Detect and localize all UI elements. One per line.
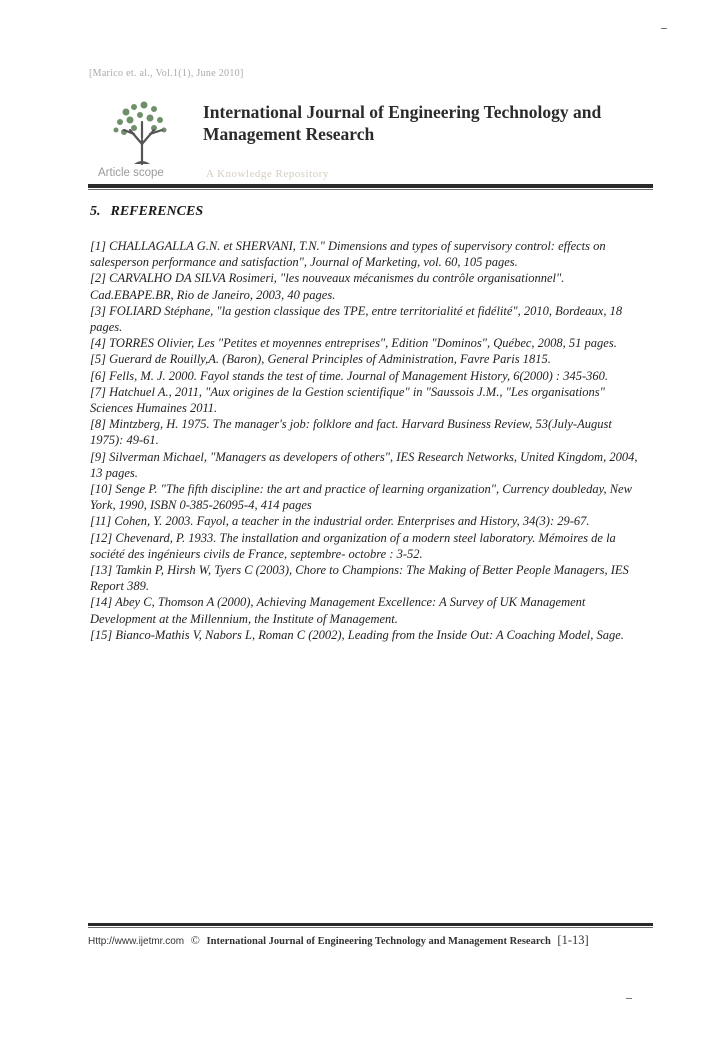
- footer-rule-thin: [88, 927, 653, 928]
- article-scope-label: Article scope: [98, 167, 164, 179]
- section-heading: [90, 204, 203, 220]
- page-footer: [88, 933, 653, 948]
- reference-item: [3] FOLIARD Stéphane, "la gestion classique des TPE, entre territorialité et fidélité", 2010, Bordeaux, 18 pages.: [90, 303, 623, 335]
- reference-item: [8] Mintzberg, H. 1975. The manager's job: folklore and fact. Harvard Business Review, 53(July-August 1975): 49-61.: [90, 417, 612, 448]
- footer-page-range: [1-13]: [557, 933, 589, 947]
- reference-item: [12] Chevenard, P. 1933. The installation and organization of a modern steel laboratory. Mémoires de la société des ingénieurs civils de France, septembre- octobre : 3-52.: [90, 530, 616, 561]
- footer-rule: [88, 923, 653, 926]
- header-rule-thin: [88, 189, 653, 190]
- reference-item: [5] Guerard de Rouilly,A. (Baron), General Principles of Administration, Favre Paris 1815.: [90, 352, 551, 367]
- reference-item: [15] Bianco-Mathis V, Nabors L, Roman C (2002), Leading from the Inside Out: A Coaching Model, Sage.: [90, 627, 624, 642]
- reference-item: [4] TORRES Olivier, Les "Petites et moyennes entreprises", Edition "Dominos", Québec, 2008, 51 pages.: [90, 336, 617, 351]
- references-list: [90, 238, 638, 643]
- scan-speck: [661, 28, 667, 29]
- reference-item: [9] Silverman Michael, "Managers as developers of others", IES Research Networks, United Kingdom, 2004, 13 pages.: [90, 449, 638, 480]
- reference-item: [13] Tamkin P, Hirsh W, Tyers C (2003), Chore to Champions: The Making of Better People Managers, IES Report 389.: [90, 563, 629, 594]
- reference-item: [2] CARVALHO DA SILVA Rosimeri, "les nouveaux mécanismes du contrôle organisationnel". Cad.EBAPE.BR, Rio de Janeiro, 2003, 40 pages.: [90, 271, 565, 302]
- scan-speck: [626, 998, 632, 999]
- header-rule: [88, 184, 653, 188]
- reference-item: [10] Senge P. "The fifth discipline: the art and practice of learning organization", Currency doubleday, New York, 1990, ISBN 0-385-26095-4, 414 pages: [90, 482, 632, 513]
- tree-logo-icon: [104, 100, 180, 168]
- reference-item: [14] Abey C, Thomson A (2000), Achieving Management Excellence: A Survey of UK Management Development at the Millennium, the Institute of Management.: [90, 595, 586, 626]
- footer-url[interactable]: Http://www.ijetmr.com: [88, 936, 185, 947]
- citation-line: [Marico et. al., Vol.1(1), June 2010]: [89, 68, 244, 79]
- reference-item: [11] Cohen, Y. 2003. Fayol, a teacher in the industrial order. Enterprises and History, 34(3): 29-67.: [90, 514, 590, 529]
- section-number: 5.: [90, 204, 101, 219]
- reference-item: [6] Fells, M. J. 2000. Fayol stands the test of time. Journal of Management History, 6(2000) : 345-360.: [90, 368, 608, 383]
- copyright-icon: ©: [190, 933, 200, 947]
- section-title: REFERENCES: [110, 204, 204, 219]
- footer-journal-name: International Journal of Engineering Technology and Management Research: [206, 936, 551, 947]
- journal-tagline: A Knowledge Repository: [206, 168, 329, 180]
- journal-title: International Journal of Engineering Technology and Management Research: [203, 102, 602, 144]
- reference-item: [1] CHALLAGALLA G.N. et SHERVANI, T.N." Dimensions and types of supervisory control: effects on salesperson performance and satisfaction", Journal of Marketing, vol. 60, 105 pages.: [90, 239, 606, 270]
- reference-item: [7] Hatchuel A., 2011, "Aux origines de la Gestion scientifique" in "Saussois J.M., "Les organisations" Sciences Humaines 2011.: [90, 384, 605, 416]
